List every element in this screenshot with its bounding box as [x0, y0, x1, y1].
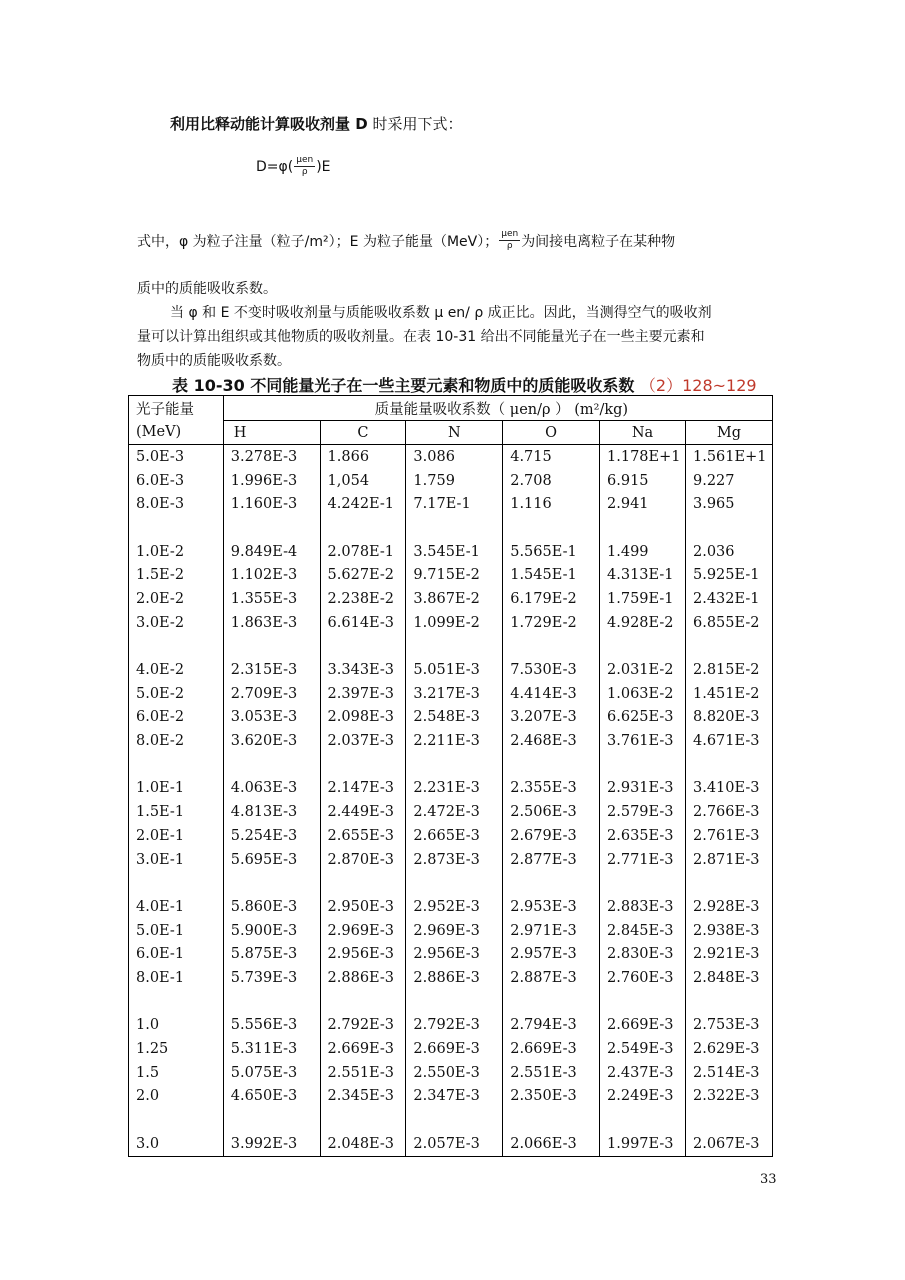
coefficient-cell: 2.350E-3 [503, 1085, 600, 1109]
coefficient-cell: 5.627E-2 [320, 563, 406, 587]
coefficient-cell: 1,054 [320, 469, 406, 493]
blank-cell [129, 990, 224, 1014]
coefficient-cell: 2.468E-3 [503, 729, 600, 753]
table-caption-reference: （2）128~129 [639, 376, 757, 395]
coefficient-cell: 2.347E-3 [406, 1085, 503, 1109]
table-header-row-2 [129, 421, 773, 445]
blank-cell [223, 516, 320, 540]
coefficient-cell: 2.550E-3 [406, 1061, 503, 1085]
coefficient-cell: 2.665E-3 [406, 824, 503, 848]
page-number: 33 [760, 1172, 777, 1187]
coefficient-cell: 1.160E-3 [223, 492, 320, 516]
coefficient-cell: 4.063E-3 [223, 777, 320, 801]
explanation-part2: 为间接电离粒子在某种物 [521, 233, 676, 250]
coefficient-cell: 2.147E-3 [320, 777, 406, 801]
table-row [129, 445, 773, 469]
coefficient-cell: 2.883E-3 [600, 895, 686, 919]
coefficient-cell: 2.709E-3 [223, 682, 320, 706]
energy-cell: 5.0E-1 [129, 919, 224, 943]
table-row [129, 895, 773, 919]
formula-right: )E [316, 158, 331, 175]
blank-cell [320, 990, 406, 1014]
coefficient-cell: 2.067E-3 [685, 1132, 772, 1156]
blank-cell [406, 753, 503, 777]
blank-cell [503, 635, 600, 659]
blank-cell [600, 871, 686, 895]
coefficient-cell: 2.355E-3 [503, 777, 600, 801]
coefficient-cell: 2.669E-3 [406, 1037, 503, 1061]
coefficient-cell: 6.915 [600, 469, 686, 493]
coefficient-cell: 2.048E-3 [320, 1132, 406, 1156]
blank-row [129, 635, 773, 659]
table-row [129, 942, 773, 966]
coefficient-cell: 5.875E-3 [223, 942, 320, 966]
energy-cell: 1.25 [129, 1037, 224, 1061]
coefficient-cell: 2.873E-3 [406, 848, 503, 872]
coefficient-cell: 1.355E-3 [223, 587, 320, 611]
blank-row [129, 753, 773, 777]
coefficient-cell: 5.556E-3 [223, 1014, 320, 1038]
blank-cell [600, 753, 686, 777]
coefficient-cell: 9.849E-4 [223, 540, 320, 564]
blank-cell [223, 635, 320, 659]
coefficient-cell: 2.031E-2 [600, 658, 686, 682]
energy-cell: 1.5E-2 [129, 563, 224, 587]
formula-fraction [294, 155, 315, 178]
coefficient-cell: 2.938E-3 [685, 919, 772, 943]
coefficient-cell: 5.860E-3 [223, 895, 320, 919]
element-header-na: Na [600, 421, 686, 445]
coefficient-cell: 1.099E-2 [406, 611, 503, 635]
energy-cell: 1.5 [129, 1061, 224, 1085]
coefficient-cell: 4.650E-3 [223, 1085, 320, 1109]
coefficient-cell: 2.766E-3 [685, 800, 772, 824]
energy-header: 光子能量 [129, 396, 224, 421]
coefficient-cell: 6.855E-2 [685, 611, 772, 635]
table-row [129, 1085, 773, 1109]
coefficient-cell: 1.863E-3 [223, 611, 320, 635]
coefficient-cell: 6.614E-3 [320, 611, 406, 635]
coefficient-cell: 5.051E-3 [406, 658, 503, 682]
coefficient-cell: 2.886E-3 [320, 966, 406, 990]
coefficient-cell: 1.866 [320, 445, 406, 469]
coefficient-cell: 2.551E-3 [503, 1061, 600, 1085]
coefficient-cell: 2.792E-3 [406, 1014, 503, 1038]
energy-cell: 5.0E-3 [129, 445, 224, 469]
coefficient-cell: 2.514E-3 [685, 1061, 772, 1085]
coefficient-cell: 3.761E-3 [600, 729, 686, 753]
blank-cell [406, 990, 503, 1014]
coefficient-cell: 2.969E-3 [320, 919, 406, 943]
coefficient-cell: 1.996E-3 [223, 469, 320, 493]
coefficient-cell: 2.322E-3 [685, 1085, 772, 1109]
coefficient-cell: 2.848E-3 [685, 966, 772, 990]
blank-cell [503, 871, 600, 895]
coefficient-cell: 2.506E-3 [503, 800, 600, 824]
energy-cell: 6.0E-3 [129, 469, 224, 493]
coefficient-cell: 1.759E-1 [600, 587, 686, 611]
coefficient-cell: 6.179E-2 [503, 587, 600, 611]
coefficient-cell: 2.953E-3 [503, 895, 600, 919]
energy-cell: 2.0E-1 [129, 824, 224, 848]
coefficient-cell: 2.635E-3 [600, 824, 686, 848]
coefficient-cell: 2.345E-3 [320, 1085, 406, 1109]
energy-cell: 8.0E-1 [129, 966, 224, 990]
explanation-line [137, 229, 675, 252]
coefficient-cell: 2.794E-3 [503, 1014, 600, 1038]
intro-bold-text: 利用比释动能计算吸收剂量 D [170, 115, 368, 133]
coefficient-cell: 3.545E-1 [406, 540, 503, 564]
coefficient-cell: 2.761E-3 [685, 824, 772, 848]
blank-cell [223, 1108, 320, 1132]
coefficient-cell: 5.075E-3 [223, 1061, 320, 1085]
coefficient-cell: 1.729E-2 [503, 611, 600, 635]
blank-cell [503, 753, 600, 777]
coefficient-cell: 1.499 [600, 540, 686, 564]
blank-cell [600, 635, 686, 659]
table-row [129, 800, 773, 824]
coefficient-cell: 2.871E-3 [685, 848, 772, 872]
coefficient-cell: 2.655E-3 [320, 824, 406, 848]
explanation-line2: 质中的质能吸收系数。 [137, 281, 277, 297]
absorption-coefficient-table [128, 395, 773, 1157]
energy-cell: 3.0E-2 [129, 611, 224, 635]
coefficient-cell: 3.053E-3 [223, 706, 320, 730]
coefficient-cell: 2.870E-3 [320, 848, 406, 872]
blank-cell [223, 990, 320, 1014]
coefficient-cell: 3.086 [406, 445, 503, 469]
coefficient-cell: 2.238E-2 [320, 587, 406, 611]
coefficient-cell: 7.17E-1 [406, 492, 503, 516]
energy-unit-header: (MeV) [129, 421, 224, 445]
coefficient-cell: 7.530E-3 [503, 658, 600, 682]
table-caption-title: 表 10-30 不同能量光子在一些主要元素和物质中的质能吸收系数 [172, 376, 635, 395]
table-header-row-1 [129, 396, 773, 421]
blank-cell [129, 753, 224, 777]
coefficient-cell: 2.669E-3 [600, 1014, 686, 1038]
coefficient-cell: 2.679E-3 [503, 824, 600, 848]
table-row [129, 611, 773, 635]
coefficient-cell: 2.950E-3 [320, 895, 406, 919]
blank-cell [600, 990, 686, 1014]
blank-cell [320, 753, 406, 777]
formula-left: D=φ( [256, 158, 294, 175]
coefficient-cell: 5.739E-3 [223, 966, 320, 990]
coefficient-cell: 4.715 [503, 445, 600, 469]
blank-cell [320, 516, 406, 540]
coefficient-cell: 3.410E-3 [685, 777, 772, 801]
blank-cell [320, 1108, 406, 1132]
table-row [129, 1014, 773, 1038]
coefficient-cell: 2.066E-3 [503, 1132, 600, 1156]
coefficient-cell: 5.254E-3 [223, 824, 320, 848]
coefficient-cell: 4.313E-1 [600, 563, 686, 587]
coefficient-header: 质量能量吸收系数（ μen/ρ ） (m²/kg) [223, 396, 772, 421]
coefficient-cell: 3.867E-2 [406, 587, 503, 611]
coefficient-cell: 2.952E-3 [406, 895, 503, 919]
coefficient-cell: 4.414E-3 [503, 682, 600, 706]
coefficient-cell: 2.928E-3 [685, 895, 772, 919]
energy-cell: 5.0E-2 [129, 682, 224, 706]
coefficient-cell: 5.565E-1 [503, 540, 600, 564]
formula-numerator: μen [296, 155, 314, 165]
blank-cell [503, 1108, 600, 1132]
explanation-frac-den: ρ [506, 241, 513, 251]
energy-cell: 2.0E-2 [129, 587, 224, 611]
coefficient-cell: 2.877E-3 [503, 848, 600, 872]
coefficient-cell: 2.957E-3 [503, 942, 600, 966]
coefficient-cell: 2.629E-3 [685, 1037, 772, 1061]
paragraph-line3: 物质中的质能吸收系数。 [137, 353, 291, 369]
coefficient-cell: 8.820E-3 [685, 706, 772, 730]
energy-cell: 1.5E-1 [129, 800, 224, 824]
coefficient-cell: 5.925E-1 [685, 563, 772, 587]
coefficient-cell: 2.708 [503, 469, 600, 493]
table-row [129, 824, 773, 848]
energy-cell: 3.0E-1 [129, 848, 224, 872]
coefficient-cell: 9.715E-2 [406, 563, 503, 587]
coefficient-cell: 4.813E-3 [223, 800, 320, 824]
coefficient-cell: 1.997E-3 [600, 1132, 686, 1156]
coefficient-cell: 1.451E-2 [685, 682, 772, 706]
blank-cell [685, 753, 772, 777]
coefficient-cell: 2.830E-3 [600, 942, 686, 966]
coefficient-cell: 2.921E-3 [685, 942, 772, 966]
energy-cell: 4.0E-1 [129, 895, 224, 919]
coefficient-cell: 2.792E-3 [320, 1014, 406, 1038]
coefficient-cell: 2.472E-3 [406, 800, 503, 824]
energy-cell: 2.0 [129, 1085, 224, 1109]
coefficient-cell: 2.249E-3 [600, 1085, 686, 1109]
table-row [129, 848, 773, 872]
coefficient-cell: 2.432E-1 [685, 587, 772, 611]
coefficient-cell: 2.956E-3 [320, 942, 406, 966]
table-row [129, 540, 773, 564]
coefficient-cell: 3.207E-3 [503, 706, 600, 730]
table-row [129, 658, 773, 682]
coefficient-cell: 2.551E-3 [320, 1061, 406, 1085]
coefficient-cell: 2.669E-3 [320, 1037, 406, 1061]
coefficient-cell: 2.078E-1 [320, 540, 406, 564]
formula-denominator: ρ [301, 167, 308, 177]
coefficient-cell: 2.845E-3 [600, 919, 686, 943]
table-row [129, 1061, 773, 1085]
element-header-n: N [406, 421, 503, 445]
coefficient-cell: 2.037E-3 [320, 729, 406, 753]
coefficient-cell: 2.036 [685, 540, 772, 564]
coefficient-cell: 1.178E+1 [600, 445, 686, 469]
blank-cell [503, 516, 600, 540]
coefficient-cell: 1.102E-3 [223, 563, 320, 587]
coefficient-cell: 3.278E-3 [223, 445, 320, 469]
element-header-h: H [223, 421, 320, 445]
coefficient-cell: 2.956E-3 [406, 942, 503, 966]
energy-cell: 1.0E-2 [129, 540, 224, 564]
energy-cell: 4.0E-2 [129, 658, 224, 682]
coefficient-cell: 3.992E-3 [223, 1132, 320, 1156]
table-row [129, 729, 773, 753]
blank-cell [685, 1108, 772, 1132]
intro-rest-text: 时采用下式： [367, 115, 463, 133]
dose-formula [256, 155, 331, 178]
blank-row [129, 990, 773, 1014]
coefficient-cell: 4.928E-2 [600, 611, 686, 635]
blank-cell [600, 516, 686, 540]
coefficient-cell: 5.900E-3 [223, 919, 320, 943]
blank-cell [223, 753, 320, 777]
explanation-part1: 式中，φ 为粒子注量（粒子/m²）；E 为粒子能量（MeV）； [137, 233, 499, 250]
blank-cell [129, 1108, 224, 1132]
table-row [129, 587, 773, 611]
coefficient-cell: 5.695E-3 [223, 848, 320, 872]
energy-cell: 8.0E-2 [129, 729, 224, 753]
explanation-fraction [499, 229, 520, 252]
coefficient-cell: 1.759 [406, 469, 503, 493]
table-row [129, 777, 773, 801]
table-row [129, 682, 773, 706]
table-row [129, 492, 773, 516]
coefficient-cell: 2.548E-3 [406, 706, 503, 730]
coefficient-cell: 2.669E-3 [503, 1037, 600, 1061]
coefficient-cell: 9.227 [685, 469, 772, 493]
coefficient-cell: 2.941 [600, 492, 686, 516]
coefficient-cell: 4.671E-3 [685, 729, 772, 753]
energy-cell: 8.0E-3 [129, 492, 224, 516]
blank-cell [406, 871, 503, 895]
table-caption [172, 373, 757, 396]
energy-cell: 1.0E-1 [129, 777, 224, 801]
coefficient-cell: 2.211E-3 [406, 729, 503, 753]
blank-cell [406, 516, 503, 540]
coefficient-cell: 2.449E-3 [320, 800, 406, 824]
paragraph-line2: 量可以计算出组织或其他物质的吸收剂量。在表 10-31 给出不同能量光子在一些主要元素和 [137, 329, 705, 345]
coefficient-cell: 2.886E-3 [406, 966, 503, 990]
blank-cell [600, 1108, 686, 1132]
coefficient-cell: 2.969E-3 [406, 919, 503, 943]
blank-cell [129, 635, 224, 659]
element-header-c: C [320, 421, 406, 445]
blank-cell [223, 871, 320, 895]
coefficient-cell: 2.231E-3 [406, 777, 503, 801]
blank-cell [685, 635, 772, 659]
coefficient-cell: 2.549E-3 [600, 1037, 686, 1061]
blank-cell [129, 871, 224, 895]
blank-row [129, 871, 773, 895]
table-row [129, 966, 773, 990]
coefficient-cell: 2.397E-3 [320, 682, 406, 706]
coefficient-cell: 2.971E-3 [503, 919, 600, 943]
blank-cell [406, 1108, 503, 1132]
paragraph-line1: 当 φ 和 E 不变时吸收剂量与质能吸收系数 μ en/ ρ 成正比。因此，当测得空气的吸收剂 [170, 305, 712, 321]
blank-cell [320, 871, 406, 895]
energy-cell: 6.0E-1 [129, 942, 224, 966]
intro-line [170, 113, 462, 134]
coefficient-cell: 6.625E-3 [600, 706, 686, 730]
table-row [129, 706, 773, 730]
coefficient-cell: 1.116 [503, 492, 600, 516]
blank-cell [406, 635, 503, 659]
element-header-mg: Mg [685, 421, 772, 445]
blank-cell [685, 516, 772, 540]
blank-cell [685, 990, 772, 1014]
coefficient-cell: 2.098E-3 [320, 706, 406, 730]
coefficient-cell: 2.437E-3 [600, 1061, 686, 1085]
energy-cell: 1.0 [129, 1014, 224, 1038]
blank-cell [320, 635, 406, 659]
coefficient-cell: 1.063E-2 [600, 682, 686, 706]
coefficient-cell: 1.561E+1 [685, 445, 772, 469]
blank-cell [503, 990, 600, 1014]
coefficient-cell: 5.311E-3 [223, 1037, 320, 1061]
coefficient-cell: 2.931E-3 [600, 777, 686, 801]
blank-cell [129, 516, 224, 540]
table-row [129, 469, 773, 493]
element-header-o: O [503, 421, 600, 445]
table-row [129, 1132, 773, 1156]
coefficient-cell: 3.217E-3 [406, 682, 503, 706]
coefficient-cell: 3.343E-3 [320, 658, 406, 682]
coefficient-cell: 2.815E-2 [685, 658, 772, 682]
coefficient-cell: 4.242E-1 [320, 492, 406, 516]
blank-row [129, 1108, 773, 1132]
blank-cell [685, 871, 772, 895]
energy-cell: 6.0E-2 [129, 706, 224, 730]
table-row [129, 563, 773, 587]
explanation-frac-num: μen [501, 229, 519, 239]
coefficient-cell: 2.887E-3 [503, 966, 600, 990]
coefficient-cell: 1.545E-1 [503, 563, 600, 587]
coefficient-cell: 2.579E-3 [600, 800, 686, 824]
coefficient-cell: 2.315E-3 [223, 658, 320, 682]
table-row [129, 919, 773, 943]
energy-cell: 3.0 [129, 1132, 224, 1156]
coefficient-cell: 2.771E-3 [600, 848, 686, 872]
coefficient-cell: 2.760E-3 [600, 966, 686, 990]
coefficient-cell: 3.965 [685, 492, 772, 516]
coefficient-cell: 2.057E-3 [406, 1132, 503, 1156]
table-row [129, 1037, 773, 1061]
coefficient-cell: 2.753E-3 [685, 1014, 772, 1038]
coefficient-cell: 3.620E-3 [223, 729, 320, 753]
blank-row [129, 516, 773, 540]
